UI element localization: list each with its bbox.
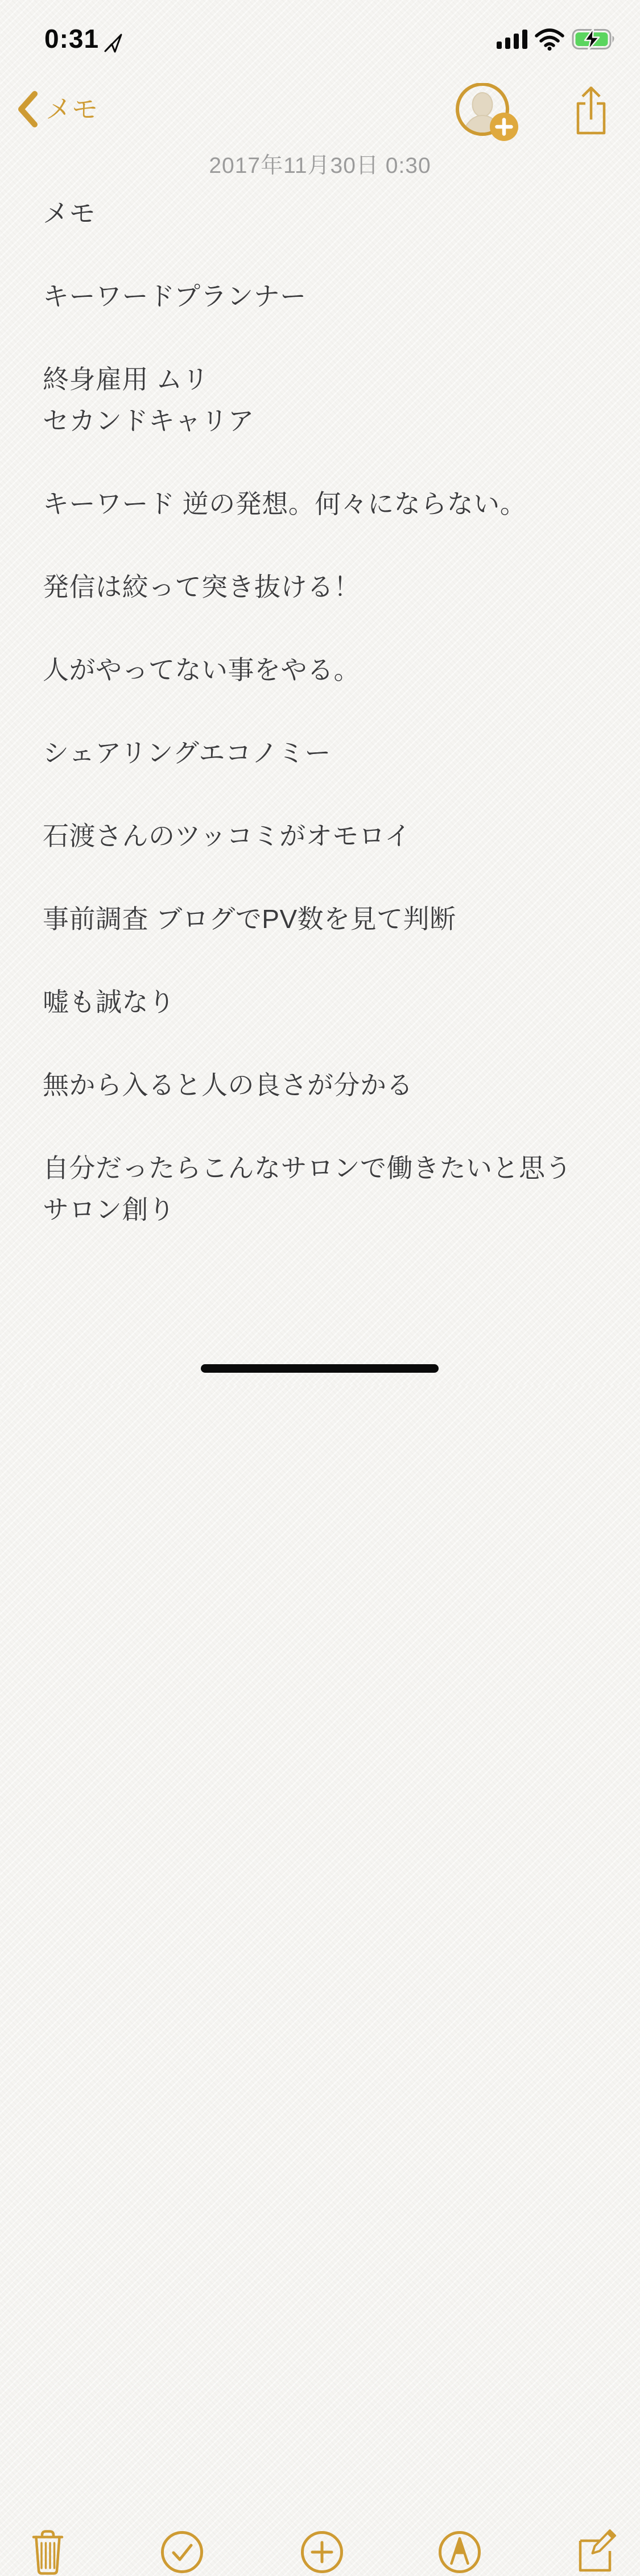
check-circle-icon xyxy=(163,2533,202,2572)
note-line xyxy=(43,940,612,981)
trash-body xyxy=(36,2537,60,2574)
plus-glyph xyxy=(312,2542,332,2562)
note-line xyxy=(43,691,612,732)
note-line: メモ xyxy=(43,198,96,228)
note-line: サロン創り xyxy=(43,1195,175,1224)
share-button[interactable] xyxy=(573,85,609,135)
wifi-icon xyxy=(535,28,564,51)
note-line xyxy=(43,442,612,483)
signal-bars-icon xyxy=(497,30,527,49)
status-right-cluster xyxy=(497,27,618,51)
note-line xyxy=(43,234,612,276)
note-line xyxy=(43,857,612,898)
location-arrow-icon xyxy=(104,33,123,53)
note-line: 自分だったらこんなサロンで働きたいと思う xyxy=(43,1153,572,1183)
checklist-button[interactable] xyxy=(160,2531,204,2574)
trash-button[interactable] xyxy=(32,2529,64,2576)
add-button[interactable] xyxy=(300,2531,344,2574)
note-line xyxy=(43,1106,612,1148)
back-chevron-icon xyxy=(17,91,38,127)
markup-pen-button[interactable] xyxy=(438,2531,481,2574)
bottom-toolbar xyxy=(0,1261,640,1327)
note-line: キーワード 逆の発想。何々にならない。 xyxy=(43,489,527,519)
note-line xyxy=(43,317,612,359)
note-line: 人がやってない事をやる。 xyxy=(43,655,360,685)
note-line xyxy=(43,774,612,815)
add-people-button[interactable] xyxy=(454,83,520,142)
note-line: 嘘も誠なり xyxy=(43,987,175,1017)
check-glyph xyxy=(174,2545,191,2560)
back-button-label: メモ xyxy=(46,94,98,124)
status-time: 0:31 xyxy=(44,24,100,53)
note-line: 発信は絞って突き抜ける！ xyxy=(43,572,360,602)
note-line xyxy=(43,1023,612,1065)
note-line: キーワードプランナー xyxy=(43,281,307,311)
note-line: シェアリングエコノミー xyxy=(43,738,331,768)
back-button[interactable] xyxy=(17,91,98,127)
note-line: 無から入ると人の良さが分かる xyxy=(43,1070,413,1100)
trash-ribs xyxy=(42,2543,55,2568)
note-line xyxy=(43,525,612,566)
note-line: 石渡さんのツッコミがオモロイ xyxy=(43,821,411,851)
note-line: 終身雇用 ムリ xyxy=(43,365,209,394)
home-indicator[interactable] xyxy=(201,1364,439,1373)
status-bar xyxy=(0,0,640,63)
battery-charging-icon xyxy=(572,28,618,51)
note-line xyxy=(43,608,612,649)
compose-button[interactable] xyxy=(576,2527,617,2573)
note-line: セカンドキャリア xyxy=(43,406,254,436)
note-text-area[interactable] xyxy=(43,193,612,1231)
note-line: 事前調査 ブログでPV数を見て判断 xyxy=(43,904,456,934)
note-date: 2017年11月30日 0:30 xyxy=(209,154,431,178)
